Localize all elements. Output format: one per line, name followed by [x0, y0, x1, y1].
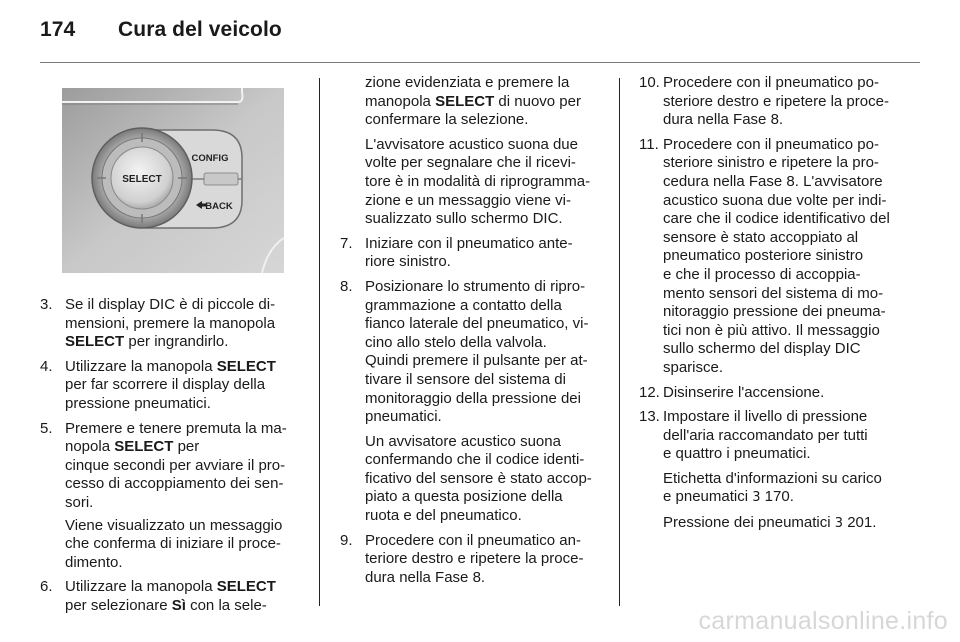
select-knob-label: SELECT [122, 174, 162, 185]
step-6: 6. Utilizzare la manopola SELECT per selezionare Sì con la sele- [40, 578, 276, 614]
back-button-label: BACK [205, 201, 233, 212]
page-number: 174 [40, 18, 76, 41]
column-1 [40, 296, 306, 622]
column-divider-1 [319, 78, 320, 606]
step-6-note: L'avvisatore acustico suona due volte per segnalare che il ricevi- tore è in modalità di riprogramma- zione e un messaggio viene vi- sualizzato sullo schermo DIC. [365, 135, 591, 228]
step-9: 9. Procedere con il pneumatico an- teriore destro e ripetere la proce- dura nella Fase 8. [340, 531, 584, 586]
step-10: 10. Procedere con il pneumatico po- steriore destro e ripetere la proce- dura nella Fase 8. [639, 74, 889, 129]
step-6-continued: zione evidenziata e premere la manopola SELECT di nuovo per confermare la selezione. [365, 74, 581, 129]
watermark: carmanualsonline.info [698, 607, 948, 635]
ref-link-170[interactable]: e pneumatici 3 170. [663, 488, 794, 506]
step-4: 4. Utilizzare la manopola SELECT per far scorrere il display della pressione pneumatici. [40, 357, 276, 412]
step-8-note: Un avvisatore acustico suona confermando che il codice identi- ficativo del sensore è stato accop- piato a questa posizione della ruota e del pneumatico. [365, 432, 592, 525]
step-13: 13. Impostare il livello di pressione dell'aria raccomandato per tutti e quattro i pneumatici. [639, 408, 868, 463]
step-8: 8. Posizionare lo strumento di ripro- grammazione a contatto della fianco laterale del pneumatico, vi- cino allo stelo della valvola. Quindi premere il pulsante per at- tivare il sensore del sistema di monitoraggio della pressione dei pneumatici. [340, 277, 589, 426]
step-7: 7. Iniziare con il pneumatico ante- riore sinistro. [340, 234, 573, 271]
header-divider [40, 62, 920, 63]
select-knob-figure [62, 88, 284, 273]
step-5-note: Viene visualizzato un messaggio che conferma di iniziare il proce- dimento. [65, 516, 283, 571]
page-ref-arrow-icon: 3 [834, 516, 844, 532]
config-button-label: CONFIG [191, 153, 229, 164]
step-12: 12. Disinserire l'accensione. [639, 383, 825, 401]
step-3: 3. Se il display DIC è di piccole di- mensioni, premere la manopola SELECT per ingrandirlo. [40, 296, 276, 351]
column-3 [639, 74, 905, 540]
column-2 [340, 74, 606, 593]
step-13-ref-label: Etichetta d'informazioni su carico e pneumatici 3 170. [639, 470, 905, 508]
page-title: Cura del veicolo [118, 18, 282, 41]
step-13-ref-pressure[interactable] [639, 514, 905, 534]
step-11: 11. Procedere con il pneumatico po- steriore sinistro e ripetere la pro- cedura nella Fase 8. L'avvisatore acustico suona due volte per indi- care che il codice identificativo del sensore è stato accoppiato al pneumatico posteriore sinistro e che il processo di accoppia- mento sensori del sistema di mo- nitoraggio pressione dei pneuma- tici non è più attivo. Il messaggio sullo schermo del display DIC sparisce. [639, 135, 890, 376]
column-divider-2 [619, 78, 620, 606]
ref-link-201[interactable]: Pressione dei pneumatici 3 201. [663, 514, 877, 532]
step-5: 5. Premere e tenere premuta la ma- nopola SELECT per cinque secondi per avviare il pro- cesso di accoppiamento dei sen- sori. [40, 419, 287, 511]
page-ref-arrow-icon: 3 [752, 490, 761, 506]
